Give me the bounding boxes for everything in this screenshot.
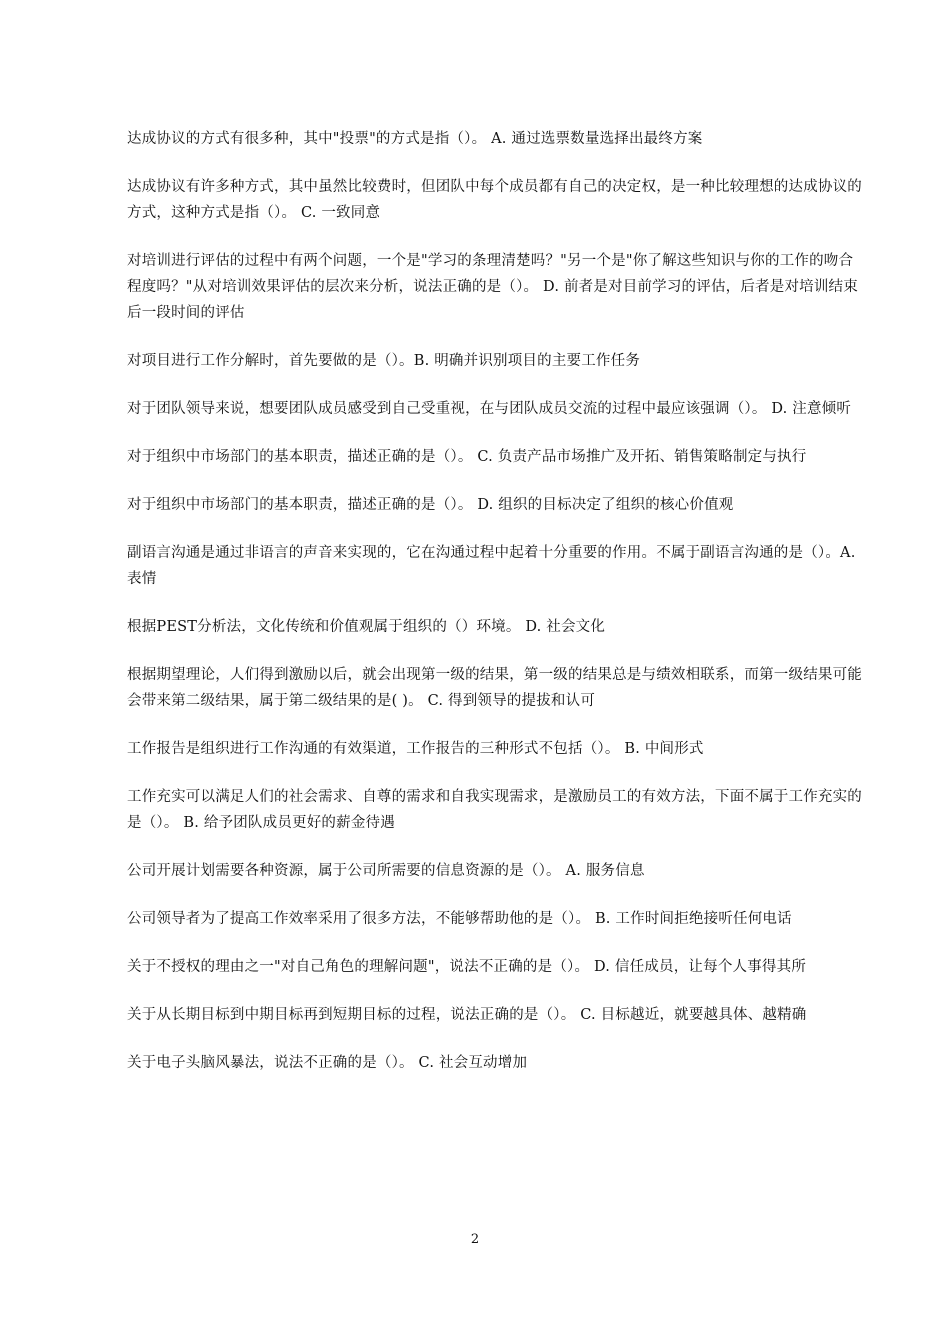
- question-item: 关于从长期目标到中期目标再到短期目标的过程，说法正确的是（）。 C. 目标越近，就要越具体、越精确: [127, 1007, 807, 1023]
- question-item: 工作充实可以满足人们的社会需求、自尊的需求和自我实现需求，是激励员工的有效方法，下面不属于工作充实的是（）。 B. 给予团队成员更好的薪金待遇: [127, 789, 862, 831]
- question-item: 对培训进行评估的过程中有两个问题，一个是"学习的条理清楚吗？"另一个是"你了解这些知识与你的工作的吻合程度吗？"从对培训效果评估的层次来分析，说法正确的是（）。 D. 前者是对目前学习的评估，后者是对培训结束后一段时间的评估: [127, 253, 858, 321]
- question-item: 关于电子头脑风暴法，说法不正确的是（）。 C. 社会互动增加: [127, 1055, 528, 1071]
- question-item: 根据PEST分析法，文化传统和价值观属于组织的（）环境。 D. 社会文化: [127, 619, 606, 635]
- question-item: 对于组织中市场部门的基本职责，描述正确的是（）。 C. 负责产品市场推广及开拓、销售策略制定与执行: [127, 449, 807, 465]
- question-item: 公司开展计划需要各种资源，属于公司所需要的信息资源的是（）。 A. 服务信息: [127, 863, 645, 879]
- question-item: 公司领导者为了提高工作效率采用了很多方法，不能够帮助他的是（）。 B. 工作时间拒绝接听任何电话: [127, 911, 792, 927]
- question-item: 根据期望理论，人们得到激励以后，就会出现第一级的结果，第一级的结果总是与绩效相联系，而第一级结果可能会带来第二级结果，属于第二级结果的是( )。 C. 得到领导的提拔和认可: [127, 667, 862, 709]
- question-item: 对于组织中市场部门的基本职责，描述正确的是（）。 D. 组织的目标决定了组织的核心价值观: [127, 497, 734, 513]
- question-item: 达成协议的方式有很多种，其中"投票"的方式是指（）。 A. 通过选票数量选择出最终方案: [127, 131, 703, 147]
- question-item: 副语言沟通是通过非语言的声音来实现的，它在沟通过程中起着十分重要的作用。不属于副语言沟通的是（）。A. 表情: [127, 545, 856, 587]
- question-item: 工作报告是组织进行工作沟通的有效渠道，工作报告的三种形式不包括（）。 B. 中间形式: [127, 741, 704, 757]
- question-list: [127, 126, 862, 1098]
- question-item: 对于团队领导来说，想要团队成员感受到自己受重视，在与团队成员交流的过程中最应该强调（）。 D. 注意倾听: [127, 401, 852, 417]
- page-number: 2: [470, 1232, 480, 1247]
- question-item: 达成协议有许多种方式，其中虽然比较费时，但团队中每个成员都有自己的决定权，是一种比较理想的达成协议的方式，这种方式是指（）。 C. 一致同意: [127, 179, 862, 221]
- question-item: 关于不授权的理由之一"对自己角色的理解问题"，说法不正确的是（）。 D. 信任成员，让每个人事得其所: [127, 959, 807, 975]
- question-item: 对项目进行工作分解时，首先要做的是（）。B. 明确并识别项目的主要工作任务: [127, 353, 641, 369]
